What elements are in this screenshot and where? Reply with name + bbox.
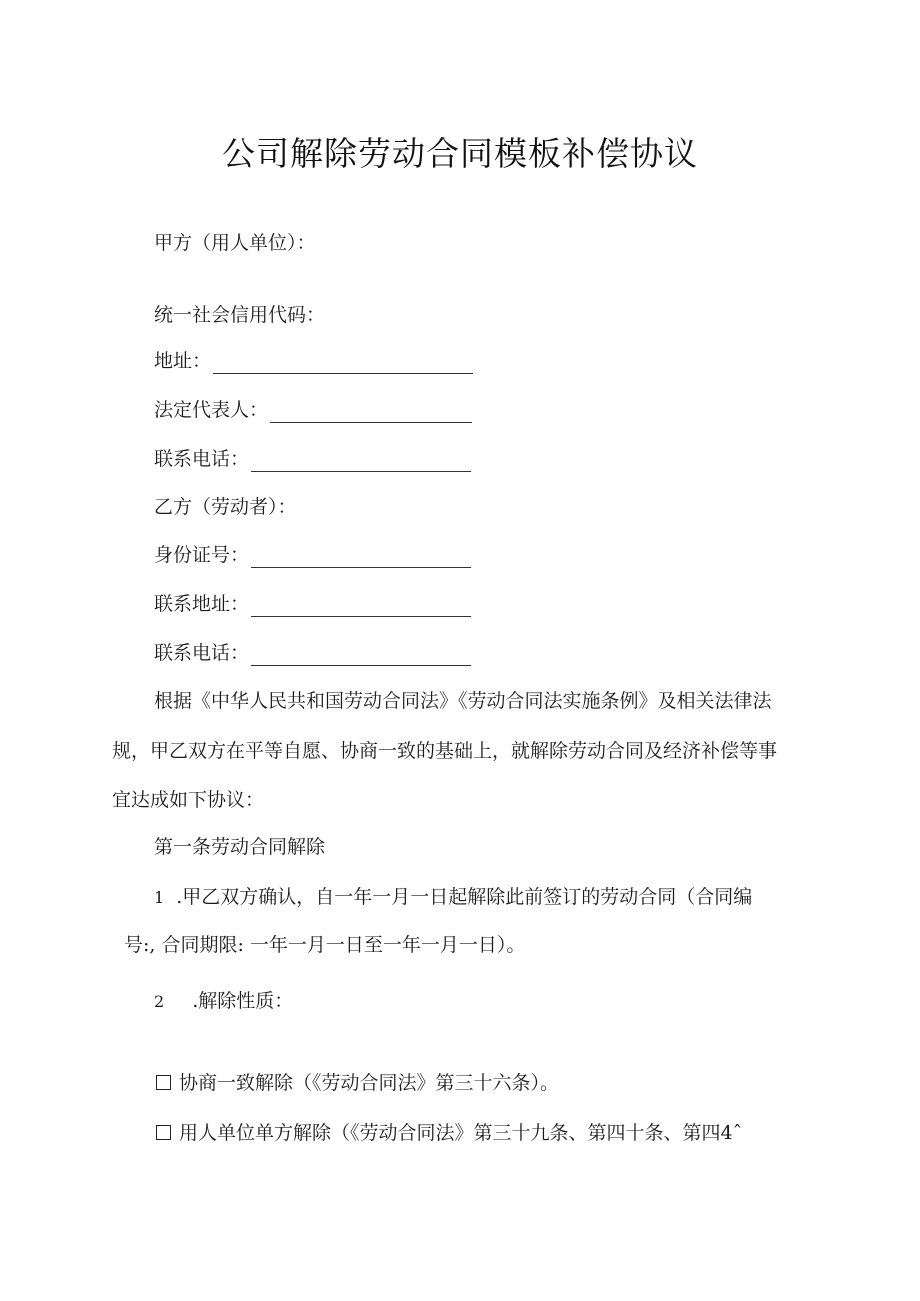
article-1-heading: 第一条劳动合同解除 (154, 836, 326, 858)
address-field[interactable] (213, 353, 473, 374)
option-mutual-termination-label: 协商一致解除（《劳动合同法》第三十六条）。 (179, 1072, 560, 1094)
party-a-phone-field[interactable] (251, 451, 471, 472)
party-b-phone-label: 联系电话： (154, 642, 250, 664)
id-number-label: 身份证号： (154, 544, 250, 566)
party-a-phone-label: 联系电话： (154, 448, 250, 470)
item-2-text: .解除性质： (192, 990, 294, 1012)
party-b-address-label: 联系地址： (154, 593, 250, 615)
address-field-row (154, 348, 473, 374)
party-b-heading: 乙方（劳动者）： (154, 496, 297, 518)
item-1-line-2: 号:, 合同期限: 一年一月一日至一年一月一日）。 (124, 934, 526, 956)
party-b-phone-field-row (154, 640, 471, 666)
checkbox-mutual-termination[interactable] (156, 1075, 171, 1090)
preamble-line-2: 规，甲乙双方在平等自愿、协商一致的基础上，就解除劳动合同及经济补偿等事 (112, 740, 778, 762)
party-a-phone-field-row (154, 446, 471, 472)
party-b-address-field[interactable] (251, 596, 471, 617)
id-number-field-row (154, 542, 471, 568)
party-b-phone-field[interactable] (251, 645, 471, 666)
party-b-address-field-row (154, 591, 471, 617)
option-unilateral-termination (156, 1120, 742, 1146)
legal-rep-label: 法定代表人： (154, 399, 269, 421)
item-2-number: 2 (154, 992, 165, 1011)
legal-rep-field[interactable] (270, 402, 472, 423)
credit-code-label: 统一社会信用代码： (154, 304, 326, 326)
party-a-heading: 甲方（用人单位）： (154, 232, 316, 254)
id-number-field[interactable] (251, 547, 471, 568)
option-unilateral-termination-label: 用人单位单方解除（《劳动合同法》第三十九条、第四十条、第四4ˆ (179, 1122, 743, 1144)
option-mutual-termination (156, 1070, 559, 1096)
checkbox-unilateral-termination[interactable] (156, 1125, 171, 1140)
document-title: 公司解除劳动合同模板补偿协议 (222, 134, 698, 173)
address-label: 地址： (154, 350, 212, 372)
preamble-line-3: 宜达成如下协议： (112, 789, 265, 811)
item-1-number: 1 (154, 888, 165, 907)
legal-rep-field-row (154, 397, 472, 423)
item-1-line-1 (154, 884, 752, 911)
item-1-text: .甲乙双方确认，自一年一月一日起解除此前签订的劳动合同（合同编 (176, 886, 753, 908)
item-2-line (154, 988, 293, 1015)
preamble-line-1: 根据《中华人民共和国劳动合同法》《劳动合同法实施条例》及相关法律法 (154, 690, 772, 712)
